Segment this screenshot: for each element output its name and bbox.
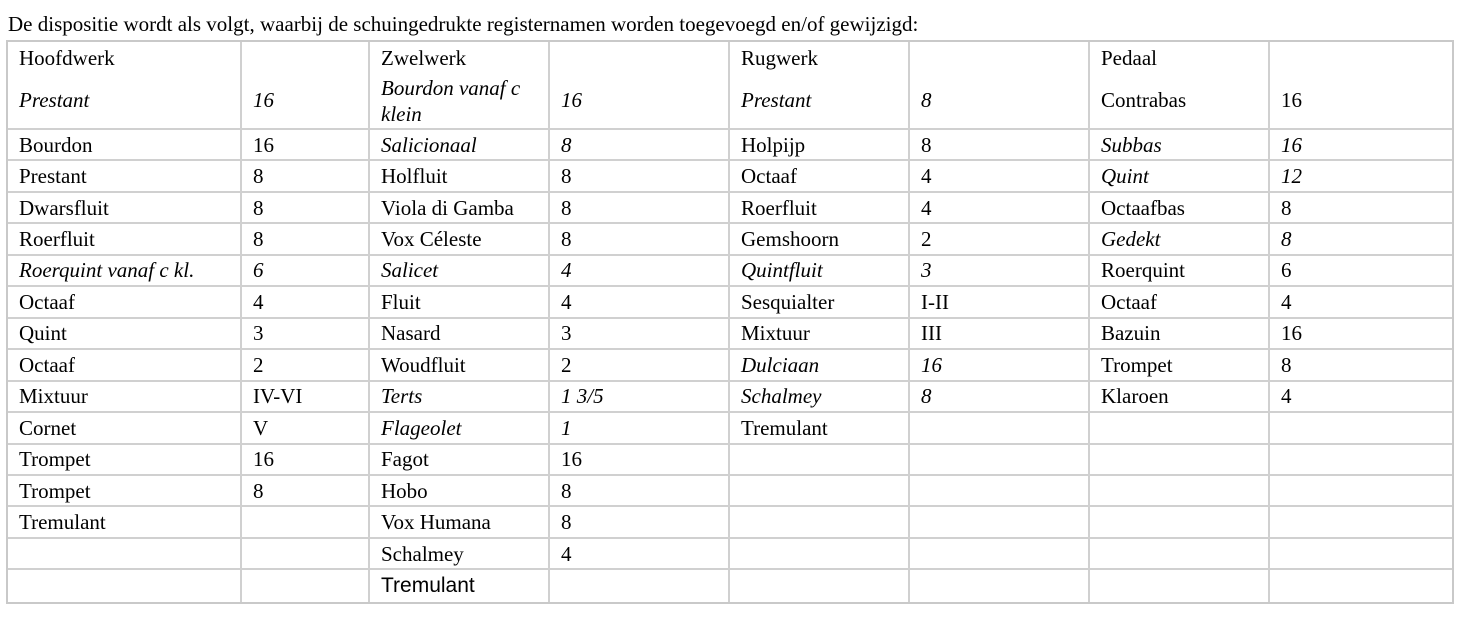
intro-text: De dispositie wordt als volgt, waarbij de schuingedrukte registernamen worden toegevoegd en/of gewijzigd:	[8, 12, 919, 36]
header-zwelwerk: Zwelwerk	[370, 42, 550, 73]
register-name-pedaal	[1090, 413, 1270, 444]
table-row	[8, 413, 1452, 444]
register-name-zwelwerk: Holfluit	[370, 161, 550, 192]
table-row	[8, 224, 1452, 255]
register-name-zwelwerk: Fluit	[370, 287, 550, 318]
register-name-zwelwerk: Fagot	[370, 445, 550, 476]
register-pitch-zwelwerk: 16	[550, 445, 730, 476]
register-pitch-rugwerk	[910, 476, 1090, 507]
register-name-rugwerk: Quintfluit	[730, 256, 910, 287]
table-row	[8, 445, 1452, 476]
register-name-rugwerk	[730, 445, 910, 476]
register-rows	[8, 73, 1452, 602]
register-pitch-rugwerk	[910, 445, 1090, 476]
register-pitch-hoofdwerk: V	[242, 413, 370, 444]
register-name-pedaal	[1090, 507, 1270, 538]
register-pitch-rugwerk: 4	[910, 193, 1090, 224]
register-name-pedaal: Roerquint	[1090, 256, 1270, 287]
register-pitch-hoofdwerk	[242, 507, 370, 538]
register-name-zwelwerk: Flageolet	[370, 413, 550, 444]
register-pitch-zwelwerk	[550, 570, 730, 602]
register-pitch-hoofdwerk	[242, 570, 370, 602]
register-pitch-pedaal: 8	[1270, 350, 1452, 381]
register-name-hoofdwerk: Prestant	[8, 161, 242, 192]
register-name-hoofdwerk: Octaaf	[8, 287, 242, 318]
register-name-zwelwerk: Schalmey	[370, 539, 550, 570]
register-pitch-pedaal: 16	[1270, 130, 1452, 161]
table-row	[8, 350, 1452, 381]
register-pitch-pedaal	[1270, 570, 1452, 602]
register-name-zwelwerk: Bourdon vanaf c klein	[370, 73, 550, 130]
register-name-pedaal: Bazuin	[1090, 319, 1270, 350]
register-name-hoofdwerk: Dwarsfluit	[8, 193, 242, 224]
register-name-rugwerk	[730, 507, 910, 538]
register-name-hoofdwerk: Tremulant	[8, 507, 242, 538]
register-name-rugwerk: Holpijp	[730, 130, 910, 161]
register-name-hoofdwerk	[8, 539, 242, 570]
register-pitch-pedaal	[1270, 507, 1452, 538]
register-name-rugwerk	[730, 570, 910, 602]
disposition-table	[6, 40, 1454, 604]
register-name-rugwerk: Dulciaan	[730, 350, 910, 381]
register-pitch-rugwerk	[910, 539, 1090, 570]
register-pitch-rugwerk	[910, 413, 1090, 444]
header-pedaal: Pedaal	[1090, 42, 1270, 73]
register-name-hoofdwerk: Trompet	[8, 445, 242, 476]
register-pitch-rugwerk: 3	[910, 256, 1090, 287]
register-name-zwelwerk: Hobo	[370, 476, 550, 507]
table-row	[8, 476, 1452, 507]
register-pitch-hoofdwerk: 16	[242, 73, 370, 130]
register-pitch-zwelwerk: 4	[550, 287, 730, 318]
register-pitch-hoofdwerk: 4	[242, 287, 370, 318]
register-pitch-hoofdwerk: IV-VI	[242, 382, 370, 413]
register-pitch-zwelwerk: 4	[550, 539, 730, 570]
register-name-rugwerk	[730, 476, 910, 507]
register-name-zwelwerk: Salicionaal	[370, 130, 550, 161]
register-name-rugwerk: Sesquialter	[730, 287, 910, 318]
register-name-hoofdwerk: Prestant	[8, 73, 242, 130]
register-pitch-pedaal: 6	[1270, 256, 1452, 287]
register-name-zwelwerk: Vox Céleste	[370, 224, 550, 255]
register-name-hoofdwerk: Mixtuur	[8, 382, 242, 413]
register-pitch-hoofdwerk: 6	[242, 256, 370, 287]
register-name-zwelwerk: Tremulant	[370, 570, 550, 602]
register-pitch-pedaal: 8	[1270, 224, 1452, 255]
register-name-zwelwerk: Terts	[370, 382, 550, 413]
register-name-rugwerk: Prestant	[730, 73, 910, 130]
register-name-pedaal: Trompet	[1090, 350, 1270, 381]
register-name-hoofdwerk: Trompet	[8, 476, 242, 507]
register-pitch-rugwerk: III	[910, 319, 1090, 350]
register-pitch-hoofdwerk	[242, 539, 370, 570]
register-name-pedaal	[1090, 476, 1270, 507]
register-name-pedaal: Quint	[1090, 161, 1270, 192]
register-name-hoofdwerk: Octaaf	[8, 350, 242, 381]
register-pitch-hoofdwerk: 8	[242, 224, 370, 255]
register-pitch-rugwerk: 16	[910, 350, 1090, 381]
register-pitch-rugwerk: 2	[910, 224, 1090, 255]
register-pitch-pedaal: 16	[1270, 73, 1452, 130]
register-pitch-pedaal: 4	[1270, 382, 1452, 413]
register-name-pedaal: Contrabas	[1090, 73, 1270, 130]
register-pitch-zwelwerk: 2	[550, 350, 730, 381]
register-pitch-zwelwerk: 1 3/5	[550, 382, 730, 413]
register-pitch-zwelwerk: 3	[550, 319, 730, 350]
register-name-rugwerk: Mixtuur	[730, 319, 910, 350]
register-name-pedaal	[1090, 570, 1270, 602]
register-pitch-pedaal: 8	[1270, 193, 1452, 224]
register-name-zwelwerk: Woudfluit	[370, 350, 550, 381]
table-row	[8, 539, 1452, 570]
register-pitch-hoofdwerk: 8	[242, 476, 370, 507]
register-name-rugwerk: Octaaf	[730, 161, 910, 192]
register-pitch-zwelwerk: 8	[550, 193, 730, 224]
register-name-pedaal: Subbas	[1090, 130, 1270, 161]
register-pitch-pedaal: 4	[1270, 287, 1452, 318]
table-row	[8, 507, 1452, 538]
register-pitch-rugwerk	[910, 507, 1090, 538]
register-name-rugwerk	[730, 539, 910, 570]
register-pitch-hoofdwerk: 2	[242, 350, 370, 381]
register-name-hoofdwerk: Roerquint vanaf c kl.	[8, 256, 242, 287]
register-pitch-zwelwerk: 4	[550, 256, 730, 287]
table-row	[8, 287, 1452, 318]
register-name-zwelwerk: Salicet	[370, 256, 550, 287]
register-pitch-hoofdwerk: 8	[242, 193, 370, 224]
register-name-zwelwerk: Vox Humana	[370, 507, 550, 538]
register-pitch-pedaal	[1270, 413, 1452, 444]
register-pitch-zwelwerk: 16	[550, 73, 730, 130]
register-pitch-rugwerk: 8	[910, 130, 1090, 161]
table-row	[8, 570, 1452, 602]
register-pitch-pedaal: 12	[1270, 161, 1452, 192]
register-pitch-pedaal: 16	[1270, 319, 1452, 350]
register-pitch-pedaal	[1270, 476, 1452, 507]
header-rugwerk: Rugwerk	[730, 42, 910, 73]
register-pitch-zwelwerk: 8	[550, 224, 730, 255]
register-name-rugwerk: Schalmey	[730, 382, 910, 413]
register-name-pedaal: Klaroen	[1090, 382, 1270, 413]
register-pitch-hoofdwerk: 16	[242, 130, 370, 161]
register-name-pedaal: Octaafbas	[1090, 193, 1270, 224]
register-name-rugwerk: Gemshoorn	[730, 224, 910, 255]
register-name-zwelwerk: Nasard	[370, 319, 550, 350]
register-pitch-pedaal	[1270, 445, 1452, 476]
register-name-hoofdwerk: Bourdon	[8, 130, 242, 161]
register-name-hoofdwerk	[8, 570, 242, 602]
register-pitch-hoofdwerk: 8	[242, 161, 370, 192]
table-row	[8, 382, 1452, 413]
register-name-zwelwerk: Viola di Gamba	[370, 193, 550, 224]
header-hoofdwerk: Hoofdwerk	[8, 42, 242, 73]
register-pitch-rugwerk: 8	[910, 382, 1090, 413]
table-row	[8, 161, 1452, 192]
register-pitch-hoofdwerk: 16	[242, 445, 370, 476]
register-name-hoofdwerk: Quint	[8, 319, 242, 350]
register-pitch-zwelwerk: 8	[550, 507, 730, 538]
table-row	[8, 130, 1452, 161]
register-pitch-rugwerk	[910, 570, 1090, 602]
register-pitch-zwelwerk: 8	[550, 476, 730, 507]
register-pitch-pedaal	[1270, 539, 1452, 570]
register-pitch-zwelwerk: 1	[550, 413, 730, 444]
register-pitch-rugwerk: 8	[910, 73, 1090, 130]
register-pitch-hoofdwerk: 3	[242, 319, 370, 350]
register-name-pedaal: Gedekt	[1090, 224, 1270, 255]
register-pitch-zwelwerk: 8	[550, 130, 730, 161]
register-pitch-rugwerk: I-II	[910, 287, 1090, 318]
register-pitch-zwelwerk: 8	[550, 161, 730, 192]
table-row	[8, 256, 1452, 287]
register-name-pedaal	[1090, 445, 1270, 476]
header-row	[8, 42, 1452, 73]
register-name-rugwerk: Roerfluit	[730, 193, 910, 224]
register-name-pedaal	[1090, 539, 1270, 570]
register-name-hoofdwerk: Cornet	[8, 413, 242, 444]
table-row	[8, 73, 1452, 130]
table-row	[8, 193, 1452, 224]
register-pitch-rugwerk: 4	[910, 161, 1090, 192]
table-row	[8, 319, 1452, 350]
register-name-rugwerk: Tremulant	[730, 413, 910, 444]
register-name-hoofdwerk: Roerfluit	[8, 224, 242, 255]
register-name-pedaal: Octaaf	[1090, 287, 1270, 318]
